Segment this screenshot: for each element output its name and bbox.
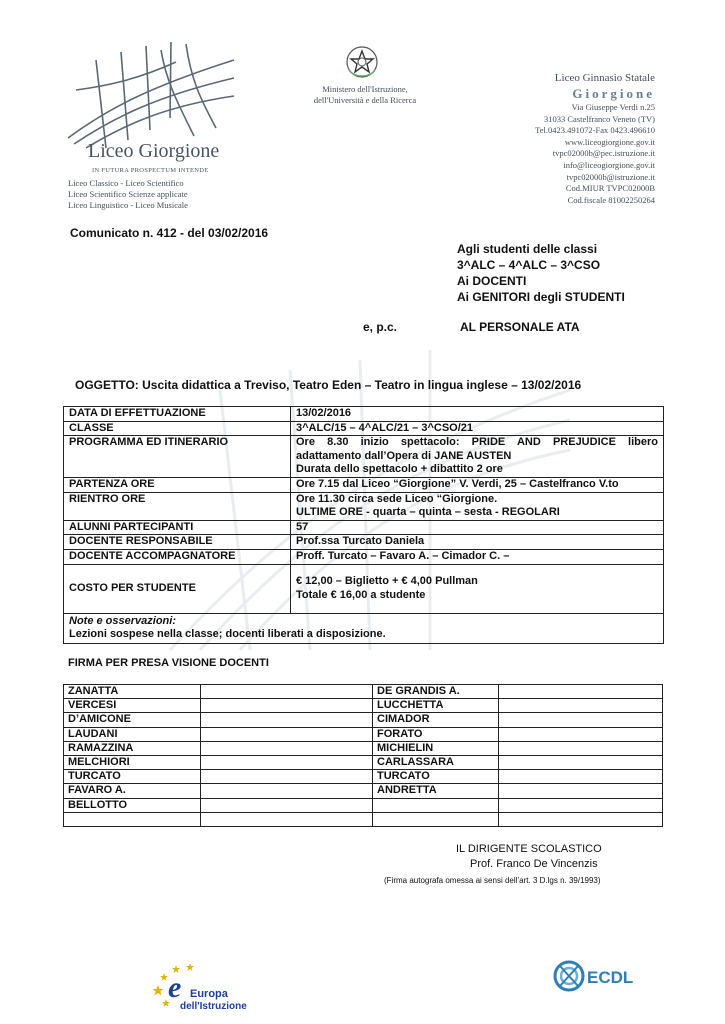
table-row bbox=[64, 436, 664, 478]
row-label: RIENTRO ORE bbox=[64, 492, 291, 520]
signature-field[interactable] bbox=[499, 685, 663, 699]
teacher-name: TURCATO bbox=[64, 770, 201, 784]
row-value bbox=[291, 436, 664, 478]
trip-details-table bbox=[63, 406, 664, 644]
ministry-line: dell'Università e della Ricerca bbox=[313, 95, 417, 105]
row-label: PROGRAMMA ED ITINERARIO bbox=[64, 436, 291, 478]
teacher-name bbox=[64, 812, 201, 826]
teacher-name: MELCHIORI bbox=[64, 756, 201, 770]
course-line: Liceo Classico - Liceo Scientifico bbox=[68, 178, 184, 188]
ministry-name bbox=[290, 84, 440, 106]
table-row bbox=[64, 798, 663, 812]
teacher-name: ZANATTA bbox=[64, 685, 201, 699]
table-row bbox=[64, 407, 664, 422]
row-label: DATA DI EFFETTUAZIONE bbox=[64, 407, 291, 422]
table-row bbox=[64, 727, 663, 741]
row-value: 13/02/2016 bbox=[291, 407, 664, 422]
table-row bbox=[64, 535, 664, 550]
row-value: Proff. Turcato – Favaro A. – Cimador C. – bbox=[291, 549, 664, 564]
recipients bbox=[457, 241, 625, 305]
row-label: DOCENTE RESPONSABILE bbox=[64, 535, 291, 550]
table-row bbox=[64, 492, 664, 520]
table-row bbox=[64, 564, 664, 613]
teacher-name: FAVARO A. bbox=[64, 784, 201, 798]
table-row bbox=[64, 520, 664, 535]
ministry-line: Ministero dell'Istruzione, bbox=[322, 84, 408, 94]
school-name: Liceo Giorgione bbox=[88, 140, 220, 162]
signature-field[interactable] bbox=[499, 812, 663, 826]
signature-field[interactable] bbox=[201, 699, 373, 713]
signature-field[interactable] bbox=[201, 685, 373, 699]
teacher-name bbox=[373, 812, 499, 826]
program-text: Ore 8.30 inizio spettacolo: PRIDE AND PREJUDICE libero adattamento dall’Opera di JANE AUSTEN bbox=[296, 436, 658, 462]
signature-field[interactable] bbox=[499, 727, 663, 741]
contact-line: tvpc02000b@istruzione.it bbox=[566, 171, 655, 182]
contact-line: www.liceogiorgione.gov.it bbox=[564, 136, 655, 147]
ata-recipient: AL PERSONALE ATA bbox=[460, 320, 580, 334]
teacher-name: DE GRANDIS A. bbox=[373, 685, 499, 699]
table-row bbox=[64, 421, 664, 436]
signature-field[interactable] bbox=[499, 770, 663, 784]
table-row bbox=[64, 812, 663, 826]
row-label: COSTO PER STUDENTE bbox=[64, 564, 291, 613]
school-motto: IN FUTURA PROSPECTUM INTENDE bbox=[92, 167, 209, 174]
table-row bbox=[64, 741, 663, 755]
epc-label: e, p.c. bbox=[363, 320, 398, 334]
course-line: Liceo Scientifico Scienze applicate bbox=[68, 189, 188, 199]
europa-line1: Europa bbox=[190, 988, 228, 1000]
signature-field[interactable] bbox=[499, 741, 663, 755]
signature-field[interactable] bbox=[499, 713, 663, 727]
teacher-name: CARLASSARA bbox=[373, 756, 499, 770]
last-hours: ULTIME ORE - quarta – quinta – sesta - REGOLARI bbox=[296, 506, 560, 519]
row-value bbox=[291, 492, 664, 520]
school-courses bbox=[68, 178, 188, 211]
row-label: PARTENZA ORE bbox=[64, 477, 291, 492]
teacher-name: CIMADOR bbox=[373, 713, 499, 727]
teacher-name bbox=[373, 798, 499, 812]
comunicato-number: Comunicato n. 412 - del 03/02/2016 bbox=[70, 226, 269, 240]
signature-field[interactable] bbox=[201, 727, 373, 741]
signature-field[interactable] bbox=[201, 784, 373, 798]
table-row bbox=[64, 756, 663, 770]
dirigente-title: IL DIRIGENTE SCOLASTICO bbox=[456, 843, 602, 855]
notes-text: Lezioni sospese nella classe; docenti liberati a disposizione. bbox=[69, 628, 386, 641]
europa-line2: dell'Istruzione bbox=[180, 1001, 247, 1012]
recipient-line: Ai GENITORI degli STUDENTI bbox=[457, 290, 625, 304]
row-label: ALUNNI PARTECIPANTI bbox=[64, 520, 291, 535]
signature-field[interactable] bbox=[201, 770, 373, 784]
recipient-line: Agli studenti delle classi bbox=[457, 242, 598, 256]
row-value bbox=[291, 564, 664, 613]
contact-line: tvpc02000b@pec.istruzione.it bbox=[552, 148, 655, 159]
signature-field[interactable] bbox=[499, 784, 663, 798]
signature-field[interactable] bbox=[201, 741, 373, 755]
teacher-name: LAUDANI bbox=[64, 727, 201, 741]
signature-field[interactable] bbox=[499, 756, 663, 770]
signatures-table bbox=[63, 684, 663, 827]
subject-line: OGGETTO: Uscita didattica a Treviso, Teatro Eden – Teatro in lingua inglese – 13/02/2016 bbox=[75, 378, 582, 392]
contact-block bbox=[535, 72, 655, 206]
teacher-name: FORATO bbox=[373, 727, 499, 741]
liceo-giorgione-logo bbox=[66, 40, 236, 150]
notes-row bbox=[64, 613, 664, 643]
table-row bbox=[64, 699, 663, 713]
row-label: CLASSE bbox=[64, 421, 291, 436]
signature-field[interactable] bbox=[201, 713, 373, 727]
table-row bbox=[64, 770, 663, 784]
return-time: Ore 11.30 circa sede Liceo “Giorgione. bbox=[296, 492, 498, 505]
contact-brand: Giorgione bbox=[572, 86, 655, 101]
table-row bbox=[64, 477, 664, 492]
contact-line: Via Giuseppe Verdi n.25 bbox=[571, 102, 655, 112]
europa-istruzione-logo bbox=[150, 955, 250, 1013]
notes-cell bbox=[64, 613, 664, 643]
teacher-name: RAMAZZINA bbox=[64, 741, 201, 755]
signature-field[interactable] bbox=[201, 756, 373, 770]
row-value: 57 bbox=[291, 520, 664, 535]
contact-line: Cod.MIUR TVPC02000B bbox=[565, 183, 655, 194]
recipient-line: Ai DOCENTI bbox=[457, 274, 527, 288]
row-label: DOCENTE ACCOMPAGNATORE bbox=[64, 549, 291, 564]
teacher-name: ANDRETTA bbox=[373, 784, 499, 798]
notes-title: Note e osservazioni: bbox=[69, 614, 176, 627]
contact-line: 31033 Castelfranco Veneto (TV) bbox=[543, 113, 655, 124]
table-row bbox=[64, 549, 664, 564]
ecdl-label: ECDL bbox=[587, 968, 634, 987]
teacher-name: BELLOTTO bbox=[64, 798, 201, 812]
table-row bbox=[64, 685, 663, 699]
teacher-name: D’AMICONE bbox=[64, 713, 201, 727]
program-duration: Durata dello spettacolo + dibattito 2 ore bbox=[296, 463, 503, 476]
italian-republic-emblem bbox=[344, 44, 380, 82]
ecdl-logo bbox=[552, 956, 638, 996]
course-line: Liceo Linguistico - Liceo Musicale bbox=[68, 200, 188, 210]
teacher-name: TURCATO bbox=[373, 770, 499, 784]
teacher-name: MICHIELIN bbox=[373, 741, 499, 755]
cost-breakdown: € 12,00 – Biglietto + € 4,00 Pullman bbox=[296, 574, 478, 587]
teacher-name: VERCESI bbox=[64, 699, 201, 713]
signature-note: (Firma autografa omessa ai sensi dell’art. 3 D.lgs n. 39/1993) bbox=[384, 876, 601, 885]
cost-total: Totale € 16,00 a studente bbox=[296, 588, 426, 601]
contact-line: Cod.fiscale 81002250264 bbox=[567, 194, 655, 205]
signature-field[interactable] bbox=[201, 812, 373, 826]
table-row bbox=[64, 784, 663, 798]
teacher-name: LUCCHETTA bbox=[373, 699, 499, 713]
svg-text:e: e bbox=[168, 971, 182, 1004]
signature-field[interactable] bbox=[499, 699, 663, 713]
signatures-heading: FIRMA PER PRESA VISIONE DOCENTI bbox=[68, 657, 269, 669]
signature-field[interactable] bbox=[201, 798, 373, 812]
row-value: Prof.ssa Turcato Daniela bbox=[291, 535, 664, 550]
dirigente-name: Prof. Franco De Vincenzis bbox=[470, 858, 598, 870]
row-value: Ore 7.15 dal Liceo “Giorgione” V. Verdi, 25 – Castelfranco V.to bbox=[291, 477, 664, 492]
signature-field[interactable] bbox=[499, 798, 663, 812]
contact-line: info@liceogiorgione.gov.it bbox=[563, 159, 655, 170]
table-row bbox=[64, 713, 663, 727]
contact-line: Tel.0423.491072-Fax 0423.496610 bbox=[535, 125, 655, 136]
contact-title: Liceo Ginnasio Statale bbox=[554, 72, 655, 84]
row-value: 3^ALC/15 – 4^ALC/21 – 3^CSO/21 bbox=[291, 421, 664, 436]
recipient-line: 3^ALC – 4^ALC – 3^CSO bbox=[457, 258, 601, 272]
